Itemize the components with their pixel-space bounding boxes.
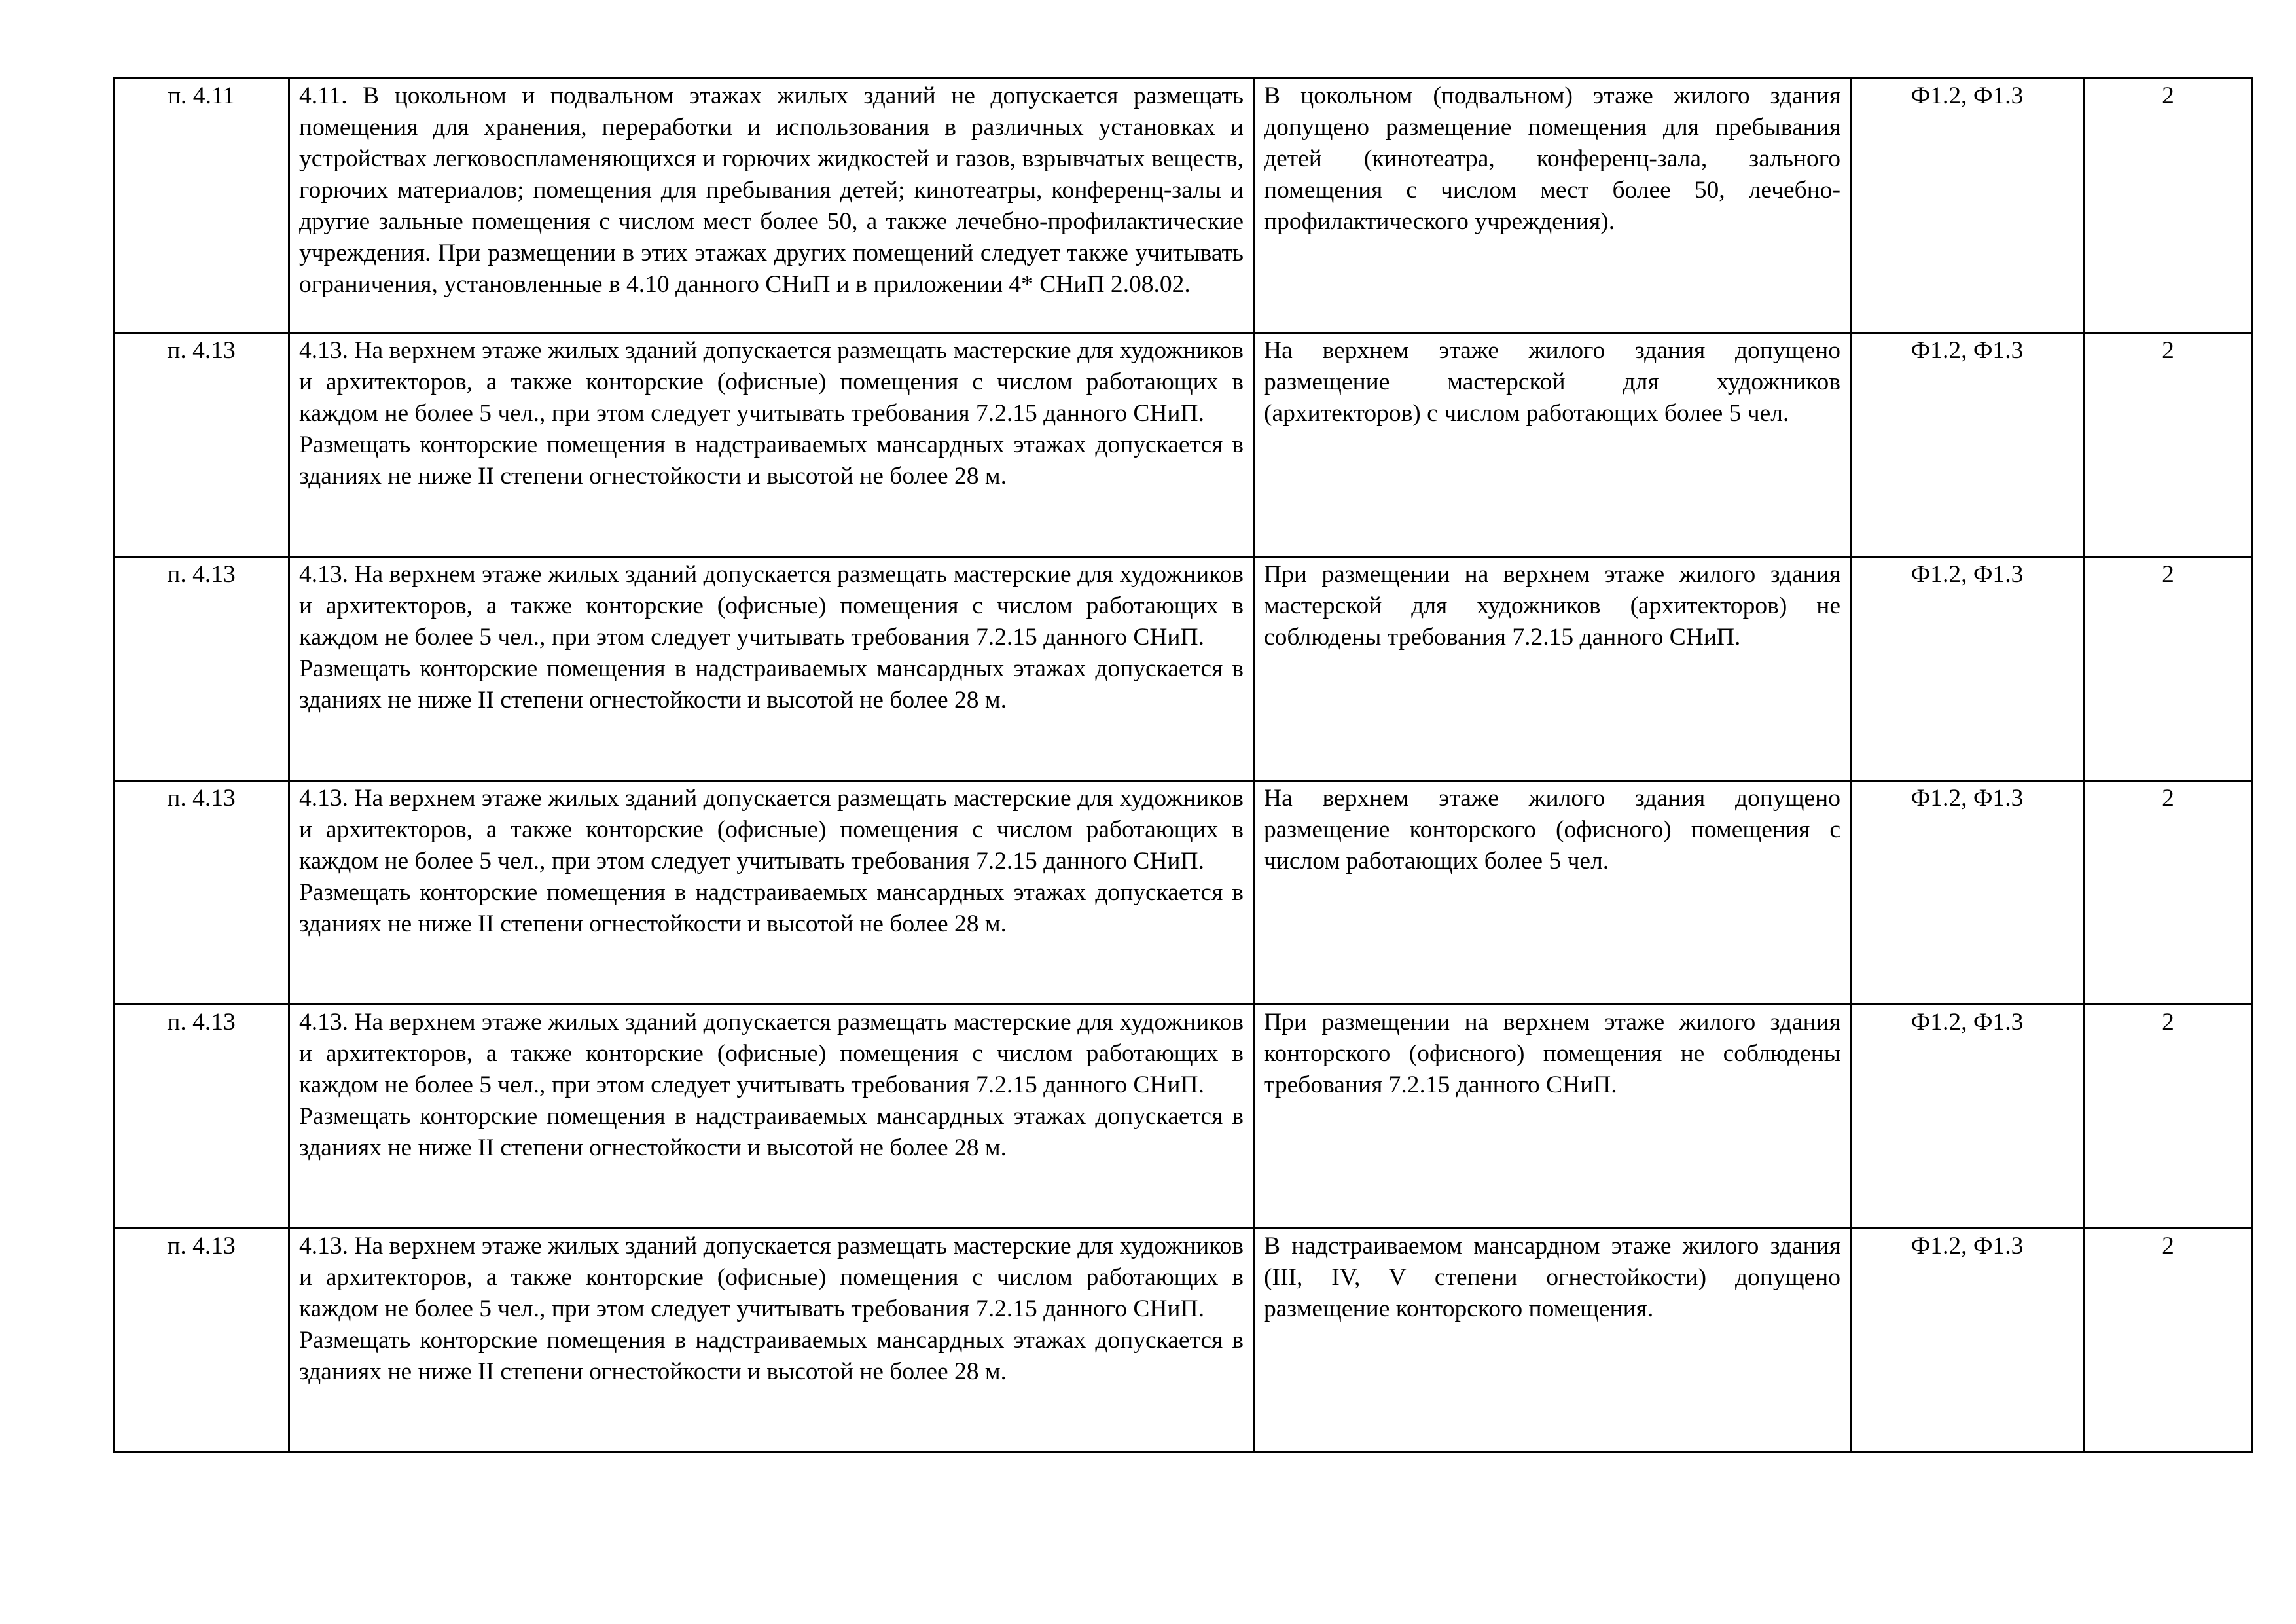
requirement-text-cell [289, 1229, 1254, 1453]
table-row [114, 79, 2253, 333]
requirement-paragraph: 4.13. На верхнем этаже жилых зданий допускается размещать мастерские для художников и архитекторов, а также конторские (офисные) помещения с числом работающих в каждом не более 5 чел., при этом следует учитывать требования 7.2.15 данного СНиП. [299, 785, 1244, 875]
requirement-paragraph: Размещать конторские помещения в надстраиваемых мансардных этажах допускается в зданиях не ниже II степени огнестойкости и высотой не более 28 м. [299, 431, 1244, 490]
table-row [114, 1229, 2253, 1453]
violation-cell: В цокольном (подвальном) этаже жилого здания допущено размещение помещения для пребывания детей (кинотеатра, конференц-зала, зального помещения с числом мест более 50, лечебно-профилактического учреждения). [1254, 79, 1851, 333]
fire-class-cell: Ф1.2, Ф1.3 [1851, 1229, 2084, 1453]
fire-class-cell: Ф1.2, Ф1.3 [1851, 557, 2084, 781]
clause-cell: п. 4.13 [114, 557, 289, 781]
category-cell: 2 [2084, 333, 2253, 557]
requirement-text-cell [289, 79, 1254, 333]
violation-cell: При размещении на верхнем этаже жилого здания конторского (офисного) помещения не соблюдены требования 7.2.15 данного СНиП. [1254, 1005, 1851, 1229]
requirement-paragraph: Размещать конторские помещения в надстраиваемых мансардных этажах допускается в зданиях не ниже II степени огнестойкости и высотой не более 28 м. [299, 1327, 1244, 1385]
requirement-paragraph: 4.13. На верхнем этаже жилых зданий допускается размещать мастерские для художников и архитекторов, а также конторские (офисные) помещения с числом работающих в каждом не более 5 чел., при этом следует учитывать требования 7.2.15 данного СНиП. [299, 1009, 1244, 1098]
category-cell: 2 [2084, 1005, 2253, 1229]
requirement-paragraph: 4.13. На верхнем этаже жилых зданий допускается размещать мастерские для художников и архитекторов, а также конторские (офисные) помещения с числом работающих в каждом не более 5 чел., при этом следует учитывать требования 7.2.15 данного СНиП. [299, 337, 1244, 427]
table-row [114, 333, 2253, 557]
clause-cell: п. 4.13 [114, 333, 289, 557]
requirement-paragraph: 4.11. В цокольном и подвальном этажах жилых зданий не допускается размещать помещения для хранения, переработки и использования в различных установках и устройствах легковоспламеняющихся и горючих жидкостей и газов, взрывчатых веществ, горючих материалов; помещения для пребывания детей; кинотеатры, конференц-залы и другие зальные помещения с числом мест более 50, а также лечебно-профилактические учреждения. При размещении в этих этажах других помещений следует также учитывать ограничения, установленные в 4.10 данного СНиП и в приложении 4* СНиП 2.08.02. [299, 82, 1244, 298]
violation-cell: На верхнем этаже жилого здания допущено размещение конторского (офисного) помещения с числом работающих более 5 чел. [1254, 781, 1851, 1005]
category-cell: 2 [2084, 1229, 2253, 1453]
category-cell: 2 [2084, 79, 2253, 333]
requirement-paragraph: 4.13. На верхнем этаже жилых зданий допускается размещать мастерские для художников и архитекторов, а также конторские (офисные) помещения с числом работающих в каждом не более 5 чел., при этом следует учитывать требования 7.2.15 данного СНиП. [299, 1233, 1244, 1322]
clause-cell: п. 4.13 [114, 1005, 289, 1229]
table-row [114, 1005, 2253, 1229]
requirement-text-cell [289, 333, 1254, 557]
fire-class-cell: Ф1.2, Ф1.3 [1851, 781, 2084, 1005]
clause-cell: п. 4.13 [114, 781, 289, 1005]
fire-class-cell: Ф1.2, Ф1.3 [1851, 79, 2084, 333]
requirement-text-cell [289, 1005, 1254, 1229]
fire-class-cell: Ф1.2, Ф1.3 [1851, 1005, 2084, 1229]
violation-cell: На верхнем этаже жилого здания допущено размещение мастерской для художников (архитекторов) с числом работающих более 5 чел. [1254, 333, 1851, 557]
table-row [114, 781, 2253, 1005]
requirement-paragraph: 4.13. На верхнем этаже жилых зданий допускается размещать мастерские для художников и архитекторов, а также конторские (офисные) помещения с числом работающих в каждом не более 5 чел., при этом следует учитывать требования 7.2.15 данного СНиП. [299, 561, 1244, 651]
category-cell: 2 [2084, 781, 2253, 1005]
requirement-paragraph: Размещать конторские помещения в надстраиваемых мансардных этажах допускается в зданиях не ниже II степени огнестойкости и высотой не более 28 м. [299, 879, 1244, 937]
violation-cell: При размещении на верхнем этаже жилого здания мастерской для художников (архитекторов) не соблюдены требования 7.2.15 данного СНиП. [1254, 557, 1851, 781]
requirement-paragraph: Размещать конторские помещения в надстраиваемых мансардных этажах допускается в зданиях не ниже II степени огнестойкости и высотой не более 28 м. [299, 655, 1244, 713]
requirement-paragraph: Размещать конторские помещения в надстраиваемых мансардных этажах допускается в зданиях не ниже II степени огнестойкости и высотой не более 28 м. [299, 1103, 1244, 1161]
requirement-text-cell [289, 781, 1254, 1005]
clause-cell: п. 4.11 [114, 79, 289, 333]
table-row [114, 557, 2253, 781]
requirements-table [113, 77, 2253, 1453]
fire-class-cell: Ф1.2, Ф1.3 [1851, 333, 2084, 557]
violation-cell: В надстраиваемом мансардном этаже жилого здания (III, IV, V степени огнестойкости) допущено размещение конторского помещения. [1254, 1229, 1851, 1453]
category-cell: 2 [2084, 557, 2253, 781]
clause-cell: п. 4.13 [114, 1229, 289, 1453]
requirement-text-cell [289, 557, 1254, 781]
